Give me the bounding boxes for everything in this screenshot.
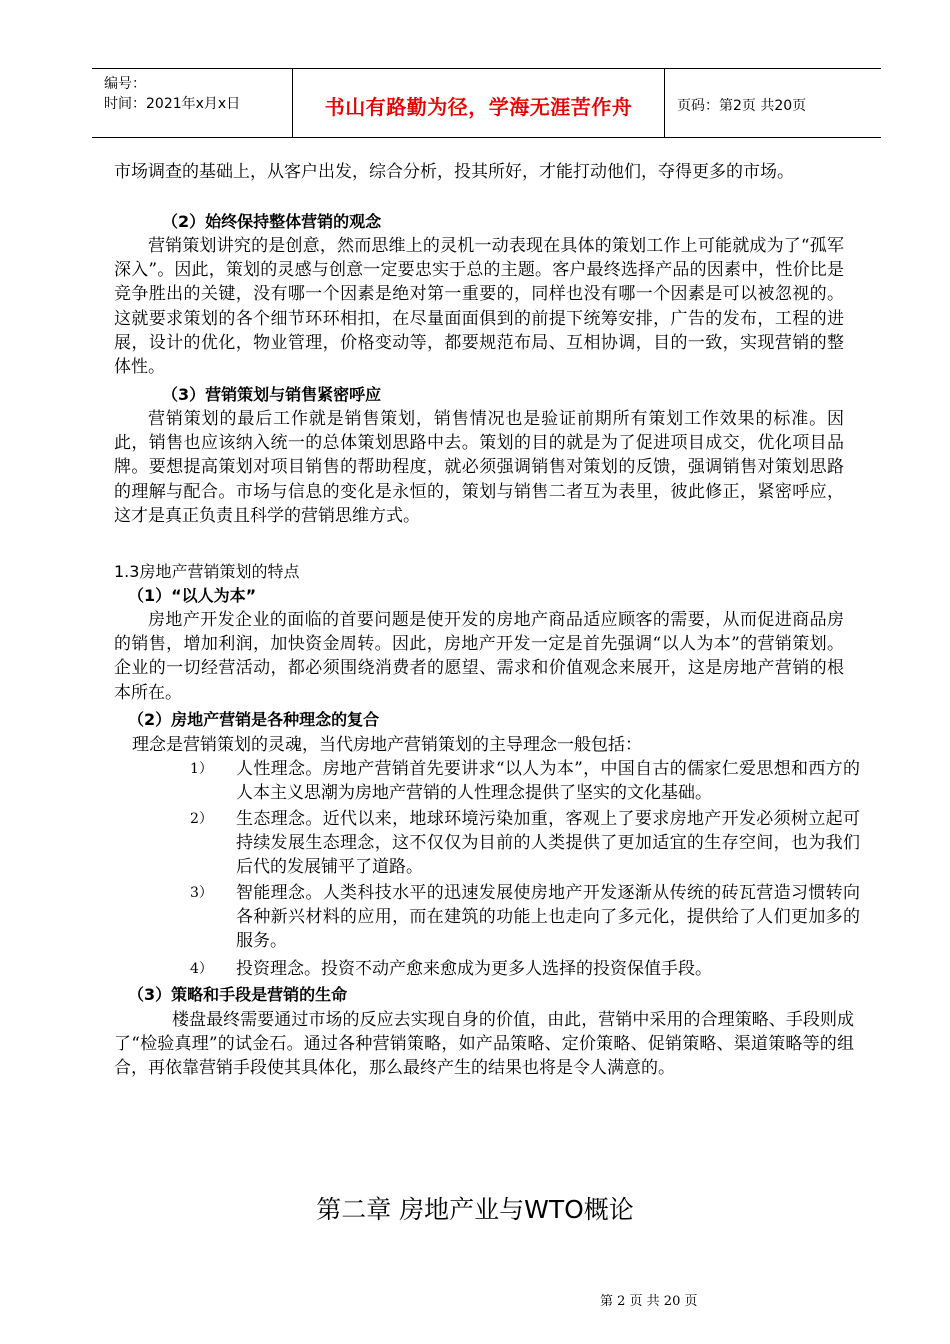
list-item-text: 投资理念。投资不动产愈来愈成为更多人选择的投资保值手段。 xyxy=(236,959,712,979)
list-item-text: 生态理念。近代以来，地球环境污染加重，客观上了要求房地产开发必须树立起可持续发展生态理念，这不仅仅为目前的人类提供了更加适宜的生存空间，也为我们后代的发展铺平了道路。 xyxy=(236,809,860,878)
heading-3-sales-coordination: （3）营销策划与销售紧密呼应 xyxy=(162,385,382,404)
chapter-title: 第二章 房地产业与WTO概论 xyxy=(316,1195,634,1224)
header-right-cell xyxy=(665,69,881,137)
header-motto-cell xyxy=(293,69,665,137)
paragraph-strategy-means: 楼盘最终需要通过市场的反应去实现自身的价值，由此，营销中采用的合理策略、手段则成了“检验真理”的试金石。通过各种营销策略，如产品策略、定价策略、促销策略、渠道策略等的组合，再依靠营销手段使其具体化，那么最终产生的结果也将是令人满意的。 xyxy=(114,1010,854,1079)
header-motto: 书山有路勤为径，学海无涯苦作舟 xyxy=(324,95,633,119)
document-number-label: 编号： xyxy=(104,76,146,92)
list-item-text: 智能理念。人类科技水平的迅速发展使房地产开发逐渐从传统的砖瓦营造习惯转向各种新兴材料的应用，而在建筑的功能上也走向了多元化，提供给了人们更加多的服务。 xyxy=(236,883,860,952)
page-footer: 第 2 页 共 20 页 xyxy=(600,1294,698,1309)
list-item-number: 2） xyxy=(190,811,213,827)
heading-strategy-means: （3）策略和手段是营销的生命 xyxy=(128,985,348,1004)
paragraph-sales-coordination: 营销策划的最后工作就是销售策划，销售情况也是验证前期所有策划工作效果的标准。因此，销售也应该纳入统一的总体策划思路中去。策划的目的就是为了促进项目成交，优化项目品牌。要想提高策划对项目销售的帮助程度，就必须强调销售对策划的反馈，强调销售对策划思路的理解与配合。市场与信息的变化是永恒的，策划与销售二者互为表里，彼此修正，紧密呼应，这才是真正负责且科学的营销思维方式。 xyxy=(114,409,844,526)
section-title-1-3: 1.3房地产营销策划的特点 xyxy=(114,562,300,581)
heading-2-overall-marketing: （2）始终保持整体营销的观念 xyxy=(162,212,382,231)
list-item-number: 3） xyxy=(190,885,213,901)
paragraph-continued: 市场调查的基础上，从客户出发，综合分析，投其所好，才能打动他们，夺得更多的市场。 xyxy=(114,162,794,182)
list-item-number: 1） xyxy=(190,761,213,777)
header-left-cell xyxy=(92,69,293,137)
paragraph-concept-intro: 理念是营销策划的灵魂，当代房地产营销策划的主导理念一般包括： xyxy=(132,735,642,755)
paragraph-people-oriented: 房地产开发企业的面临的首要问题是使开发的房地产商品适应顾客的需要，从而促进商品房的销售，增加利润，加快资金周转。因此，房地产开发一定是首先强调“以人为本”的营销策划。企业的一切经营活动，都必须围绕消费者的愿望、需求和价值观念来展开，这是房地产营销的根本所在。 xyxy=(114,610,844,703)
heading-people-oriented: （1）“以人为本” xyxy=(128,586,257,605)
list-item-number: 4） xyxy=(190,961,213,977)
list-item-text: 人性理念。房地产营销首先要讲求“以人为本”，中国自古的儒家仁爱思想和西方的人本主义思潮为房地产营销的人性理念提供了坚实的文化基础。 xyxy=(236,759,860,804)
paragraph-overall-marketing: 营销策划讲究的是创意，然而思维上的灵机一动表现在具体的策划工作上可能就成为了“孤军深入”。因此，策划的灵感与创意一定要忠实于总的主题。客户最终选择产品的因素中，性价比是竞争胜出的关键，没有哪一个因素是绝对第一重要的，同样也没有哪一个因素是可以被忽视的。这就要求策划的各个细节环环相扣，在尽量面面俱到的前提下统筹安排，广告的发布，工程的进展，设计的优化，物业管理，价格变动等，都要规范布局、互相协调，目的一致，实现营销的整体性。 xyxy=(114,236,844,378)
header-page-info: 页码：第2页 共20页 xyxy=(677,98,807,114)
heading-concept-composite: （2）房地产营销是各种理念的复合 xyxy=(128,710,380,729)
page-header xyxy=(92,68,881,138)
document-date-label: 时间：2021年x月x日 xyxy=(104,96,241,112)
